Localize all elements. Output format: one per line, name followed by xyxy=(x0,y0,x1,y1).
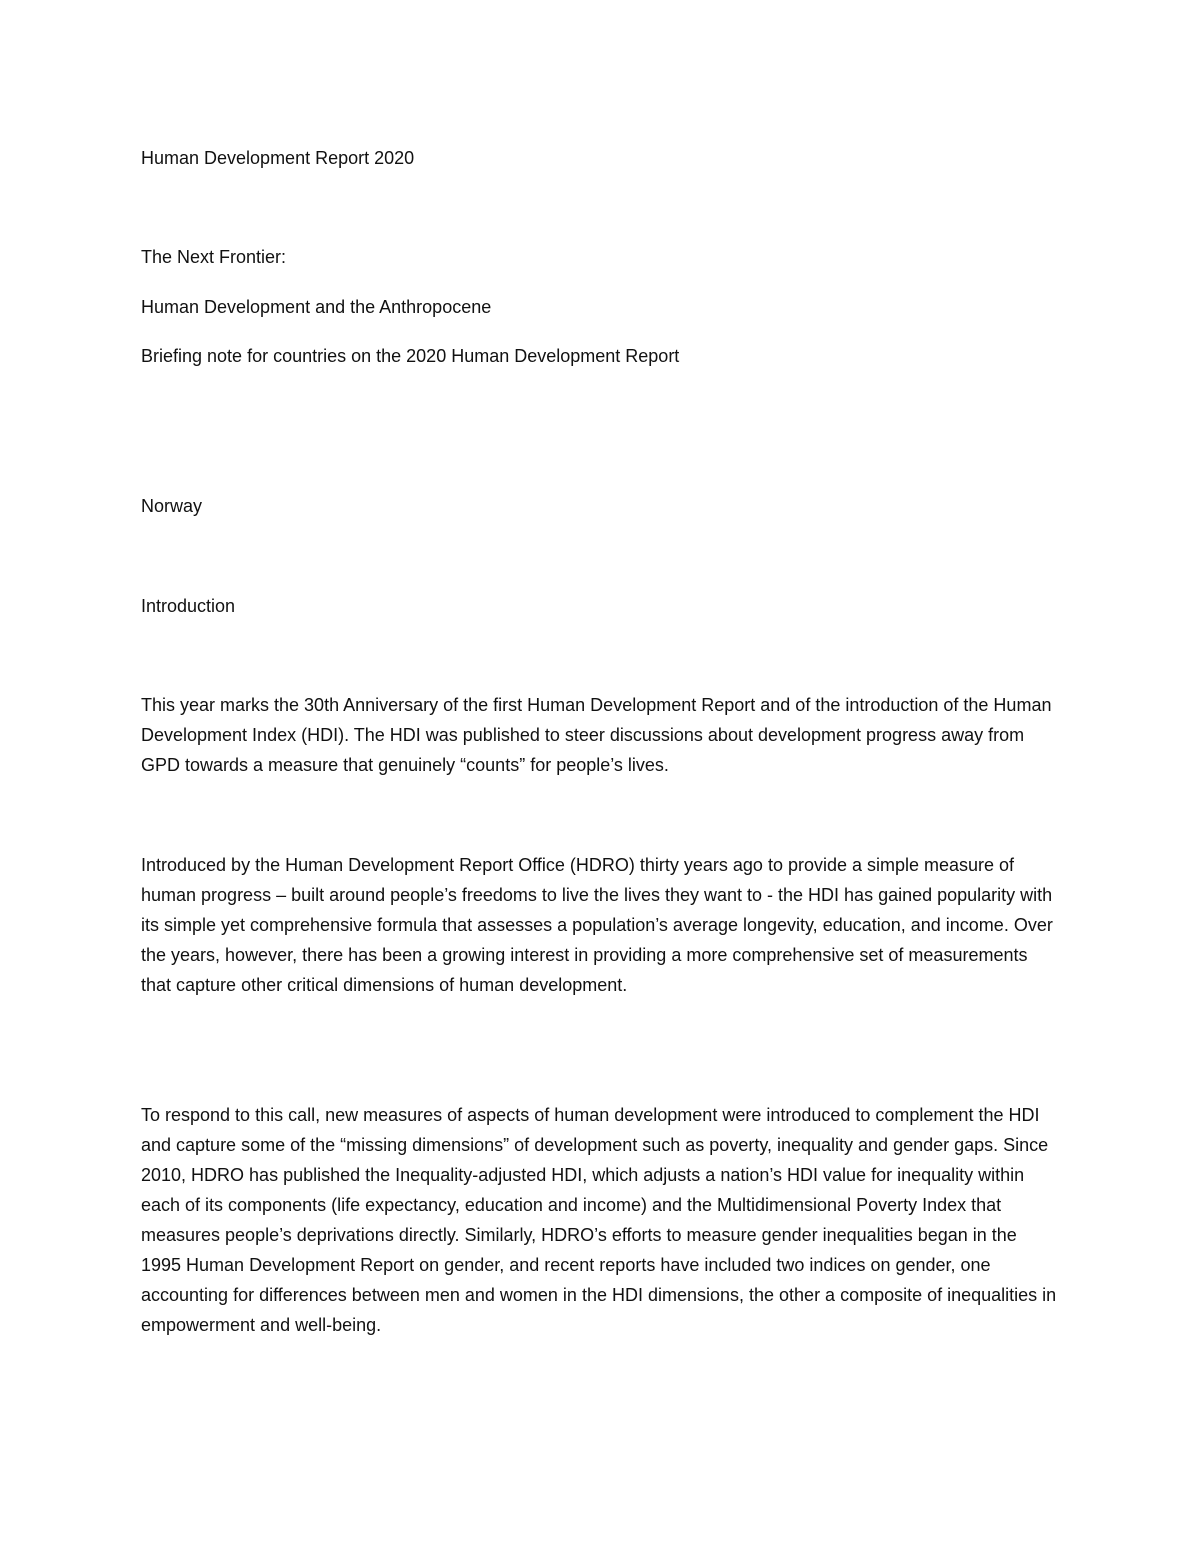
section-heading: Introduction xyxy=(141,596,236,616)
paragraph-2: Introduced by the Human Development Report Office (HDRO) thirty years ago to provide a simple measure of human progress – built around people’s freedoms to live the lives they want to - the HDI has gained popularity with its simple yet comprehensive formula that assesses a population’s average longevity, education, and income. Over the years, however, there has been a growing interest in providing a more comprehensive set of measurements that capture other critical dimensions of human development. xyxy=(141,855,1053,995)
subtitle-frontier: The Next Frontier: xyxy=(141,247,287,267)
subtitle-anthropocene: Human Development and the Anthropocene xyxy=(141,297,492,317)
subtitle-briefing-note: Briefing note for countries on the 2020 Human Development Report xyxy=(141,346,680,366)
paragraph-1: This year marks the 30th Anniversary of the first Human Development Report and of the introduction of the Human Development Index (HDI). The HDI was published to steer discussions about development progress away from GPD towards a measure that genuinely “counts” for people’s lives. xyxy=(141,695,1052,775)
country-name: Norway xyxy=(141,496,203,516)
paragraph-3: To respond to this call, new measures of aspects of human development were introduced to complement the HDI and capture some of the “missing dimensions” of development such as poverty, inequality and gender gaps. Since 2010, HDRO has published the Inequality-adjusted HDI, which adjusts a nation’s HDI value for inequality within each of its components (life expectancy, education and income) and the Multidimensional Poverty Index that measures people’s deprivations directly. Similarly, HDRO’s efforts to measure gender inequalities began in the 1995 Human Development Report on gender, and recent reports have included two indices on gender, one accounting for differences between men and women in the HDI dimensions, the other a composite of inequalities in empowerment and well-being. xyxy=(141,1105,1057,1335)
report-title: Human Development Report 2020 xyxy=(141,148,415,168)
